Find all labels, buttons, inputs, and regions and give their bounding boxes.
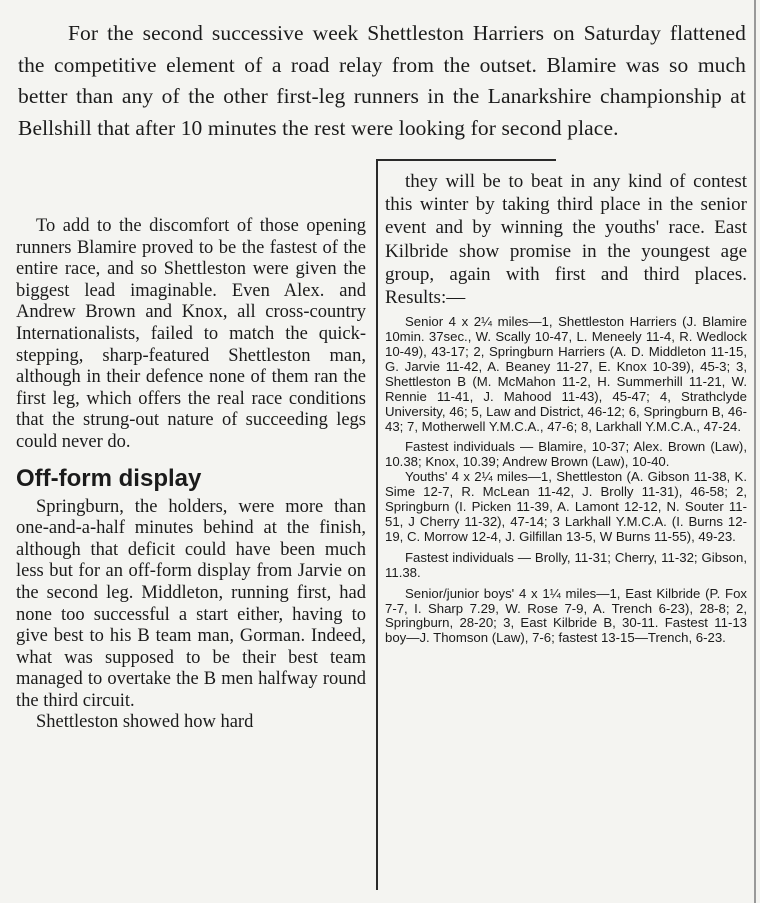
article-paragraph: they will be to beat in any kind of contest this winter by taking third place in the senior event and by winning the youths' race. East Kilbride show promise in the youngest age group, again with first and third places. Results:— <box>385 171 747 309</box>
results-youths-fastest: Fastest individuals — Brolly, 11-31; Cherry, 11-32; Gibson, 11.38. <box>385 549 747 580</box>
left-column <box>16 216 366 734</box>
column-rule-vertical <box>376 160 378 890</box>
lead-paragraph-block <box>18 18 746 144</box>
article-paragraph: To add to the discomfort of those opening runners Blamire proved to be the fastest of the entire race, and so Shettleston were given the biggest lead imaginable. Even Alex. and Andrew Brown and Knox, all cross-country Internationalists, failed to match the quick-stepping, sharp-featured Shettleston man, although in their defence none of them ran the first leg, which offers the real race conditions that the strung-out nature of succeeding legs could never do. <box>16 216 366 452</box>
subheading: Off-form display <box>16 464 202 492</box>
lead-paragraph: For the second successive week Shettleston Harriers on Saturday flattened the competitive element of a road relay from the outset. Blamire was so much better than any of the other first-leg runners in the Lanarkshire championship at Bellshill that after 10 minutes the rest were looking for second place. <box>18 21 746 140</box>
results-block <box>385 315 747 646</box>
results-senior-fastest: Fastest individuals — Blamire, 10-37; Alex. Brown (Law), 10.38; Knox, 10.39; Andrew Brown (Law), 10-40. <box>385 439 747 470</box>
right-column <box>385 170 747 646</box>
article-paragraph: Springburn, the holders, were more than one-and-a-half minutes behind at the finish, although that deficit could have been much less but for an off-form display from Jarvie on the second leg. Middleton, running first, had none too successful a start either, having to give best to his B team man, Gorman. Indeed, what was supposed to be their best team managed to overtake the B men halfway round the third circuit. <box>16 496 366 711</box>
results-boys: Senior/junior boys' 4 x 1¼ miles—1, East Kilbride (P. Fox 7-7, I. Sharp 7.29, W. Rose 7-9, A. Trench 6-23), 28-8; 2, Springburn, 28-20; 3, East Kilbride B, 30-11. Fastest 11-13 boy—J. Thomson (Law), 7-6; fastest 13-15—Trench, 6-23. <box>385 585 747 646</box>
article-paragraph: Shettleston showed how hard <box>36 712 254 733</box>
results-youths: Youths' 4 x 2¼ miles—1, Shettleston (A. Gibson 11-38, K. Sime 12-7, R. McLean 11-42, J. Brolly 11-31), 46-58; 2, Springburn (I. Picken 11-39, A. Lamont 12-12, N. Souter 11-51, J Cherry 11-32), 47-14; 3 Larkhall Y.M.C.A. (I. Burns 12-19, C. Morrow 12-4, J. Gilfillan 13-5, W Burns 11-55), 49-23. <box>385 469 747 544</box>
clipping-edge <box>754 0 756 903</box>
column-rule-horizontal <box>376 159 556 161</box>
results-senior: Senior 4 x 2¼ miles—1, Shettleston Harriers (J. Blamire 10min. 37sec., W. Scally 10-47, L. Meneely 11-4, R. Wedlock 10-49), 43-17; 2, Springburn Harriers (A. D. Middleton 11-15, G. Jarvie 11-42, A. Beaney 11-27, E. Knox 10-39), 45-3; 3, Shettleston B (M. McMahon 11-2, H. Summerhill 11-21, W. Rennie 11-41, J. Mahood 11-43), 45-47; 4, Strathclyde University, 46; 5, Law and District, 46-12; 6, Springburn B, 46-43; 7, Motherwell Y.M.C.A., 47-6; 8, Larkhall Y.M.C.A., 47-24. <box>385 314 747 434</box>
